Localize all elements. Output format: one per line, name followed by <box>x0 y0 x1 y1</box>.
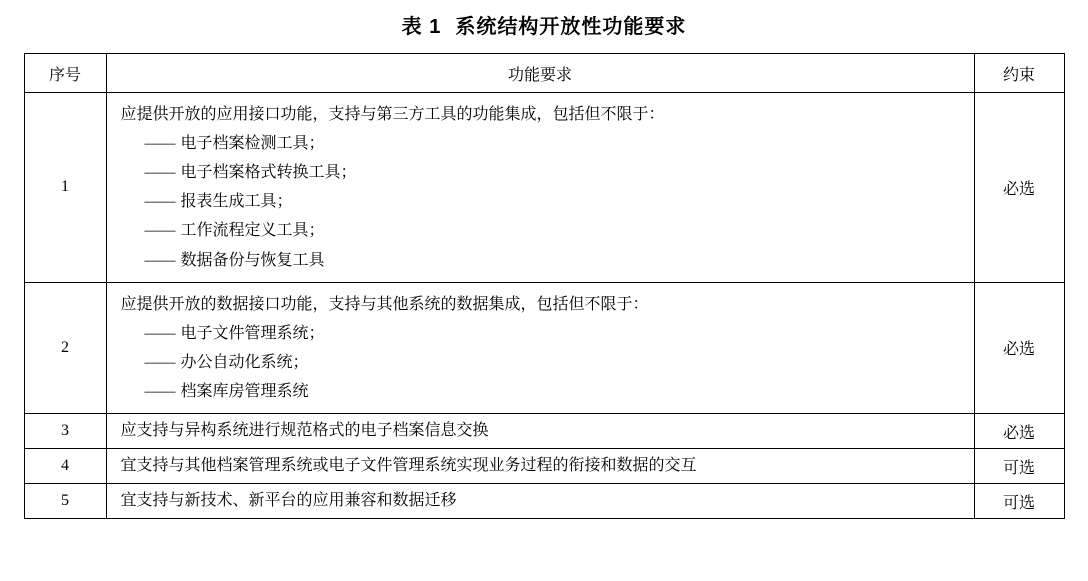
dash-marker: —— <box>144 193 175 211</box>
table-caption-label: 表 1 <box>401 16 442 38</box>
requirement-item <box>121 319 974 348</box>
requirement-item-text: 电子档案格式转换工具； <box>180 164 357 182</box>
row-constraint: 必选 <box>974 414 1064 449</box>
requirement-item-text: 数据备份与恢复工具 <box>180 251 325 269</box>
dash-marker: —— <box>144 251 175 269</box>
row-no: 1 <box>24 93 106 283</box>
row-no: 5 <box>24 484 106 519</box>
row-requirement <box>106 484 974 519</box>
header-no: 序号 <box>24 54 106 93</box>
header-requirement: 功能要求 <box>106 54 974 93</box>
header-constraint: 约束 <box>974 54 1064 93</box>
table-header-row <box>24 54 1064 93</box>
table-caption-title: 系统结构开放性功能要求 <box>455 16 687 38</box>
requirement-item-text: 报表生成工具； <box>180 193 293 211</box>
requirement-lead: 应支持与异构系统进行规范格式的电子档案信息交换 <box>120 422 489 440</box>
requirement-lead: 宜支持与新技术、新平台的应用兼容和数据迁移 <box>120 492 457 510</box>
requirement-item-text: 办公自动化系统； <box>180 353 309 371</box>
dash-marker: —— <box>144 164 175 182</box>
requirements-table <box>24 53 1065 519</box>
row-no: 3 <box>24 414 106 449</box>
row-requirement <box>106 414 974 449</box>
dash-marker: —— <box>144 353 175 371</box>
requirement-item <box>121 187 974 216</box>
requirement-item <box>121 246 974 275</box>
table-caption <box>0 0 1088 53</box>
requirement-item-text: 电子档案检测工具； <box>180 135 325 153</box>
table-row <box>24 282 1064 413</box>
table-body <box>24 93 1064 519</box>
row-constraint: 必选 <box>974 93 1064 283</box>
requirement-item-text: 电子文件管理系统； <box>180 324 325 342</box>
requirement-lead: 宜支持与其他档案管理系统或电子文件管理系统实现业务过程的衔接和数据的交互 <box>120 457 697 475</box>
table-row <box>24 93 1064 283</box>
requirement-item <box>121 216 974 245</box>
table-row <box>24 449 1064 484</box>
requirement-item <box>121 158 974 187</box>
row-constraint: 必选 <box>974 282 1064 413</box>
row-requirement <box>106 449 974 484</box>
dash-marker: —— <box>144 222 175 240</box>
table-row <box>24 484 1064 519</box>
row-no: 2 <box>24 282 106 413</box>
dash-marker: —— <box>144 135 175 153</box>
dash-marker: —— <box>144 382 175 400</box>
requirement-item <box>121 348 974 377</box>
requirement-lead: 应提供开放的应用接口功能，支持与第三方工具的功能集成，包括但不限于： <box>120 106 665 123</box>
row-requirement <box>106 282 974 413</box>
requirement-item <box>121 129 974 158</box>
dash-marker: —— <box>144 324 175 342</box>
requirement-item-text: 档案库房管理系统 <box>180 382 309 400</box>
requirement-lead: 应提供开放的数据接口功能，支持与其他系统的数据集成，包括但不限于： <box>120 295 649 313</box>
row-requirement <box>106 93 974 283</box>
row-constraint: 可选 <box>974 449 1064 484</box>
requirement-item <box>121 377 974 406</box>
row-no: 4 <box>24 449 106 484</box>
row-constraint: 可选 <box>974 484 1064 519</box>
requirement-item-text: 工作流程定义工具； <box>180 222 325 240</box>
table-row <box>24 414 1064 449</box>
